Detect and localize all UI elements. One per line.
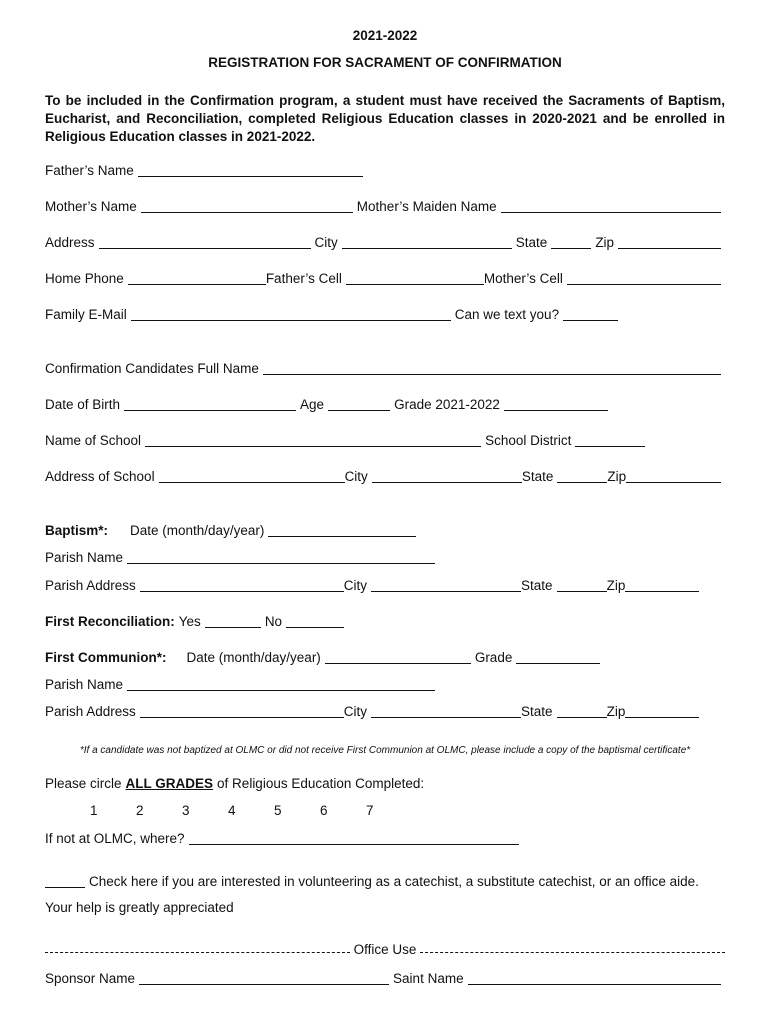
communion-parish-name-field[interactable] (127, 676, 435, 691)
text-question-field[interactable] (563, 306, 618, 321)
zip-label: Zip (595, 235, 615, 250)
baptism-city-field[interactable] (371, 577, 521, 592)
baptism-date-label: Date (month/day/year) (130, 523, 265, 538)
grades-suffix: of Religious Education Completed: (217, 776, 425, 791)
city-field[interactable] (342, 234, 512, 249)
grade-option[interactable]: 3 (182, 803, 190, 818)
baptism-city-label: City (343, 578, 368, 593)
grades-emphasis: ALL GRADES (125, 776, 214, 791)
text-question-label: Can we text you? (454, 307, 560, 322)
age-label: Age (300, 397, 325, 412)
address-label: Address (45, 235, 95, 250)
state-label: State (515, 235, 548, 250)
state-field[interactable] (551, 234, 591, 249)
age-field[interactable] (328, 396, 390, 411)
intro-paragraph: To be included in the Confirmation program, a student must have received the Sacraments of Baptism, Eucharist, and Reconciliation, completed Religious Education classes in 2020-2021 and be enrolled in Religious Education classes in 2021-2022. (45, 93, 725, 144)
grade-option[interactable]: 5 (274, 803, 282, 818)
communion-state-label: State (521, 704, 553, 719)
communion-grade-label: Grade (474, 650, 513, 665)
baptism-zip-label: Zip (606, 578, 626, 593)
grade-option[interactable]: 1 (90, 803, 98, 818)
baptism-zip-field[interactable] (625, 577, 699, 592)
communion-zip-field[interactable] (625, 703, 699, 718)
baptism-state-label: State (521, 578, 553, 593)
certificate-note: *If a candidate was not baptized at OLMC or did not receive First Communion at OLMC, please include a copy of the baptismal certificate* (79, 745, 691, 756)
father-name-label: Father’s Name (45, 163, 134, 178)
school-name-label: Name of School (45, 433, 142, 448)
appreciation-text: Your help is greatly appreciated (45, 900, 234, 915)
grade-field[interactable] (504, 396, 608, 411)
sponsor-label: Sponsor Name (45, 971, 136, 986)
saint-label: Saint Name (393, 971, 464, 986)
office-use-label: Office Use (353, 942, 417, 957)
zip-field[interactable] (618, 234, 721, 249)
school-district-field[interactable] (575, 432, 645, 447)
school-zip-label: Zip (607, 469, 627, 484)
grade-options (90, 803, 412, 818)
communion-date-label: Date (month/day/year) (186, 650, 321, 665)
reconciliation-no-label: No (264, 614, 283, 629)
city-label: City (314, 235, 338, 250)
mother-maiden-field[interactable] (501, 198, 721, 213)
school-zip-field[interactable] (626, 468, 721, 483)
baptism-parish-address-field[interactable] (140, 577, 344, 592)
school-state-label: State (521, 469, 554, 484)
communion-parish-address-label: Parish Address (45, 704, 136, 719)
baptism-parish-name-label: Parish Name (45, 550, 124, 565)
reconciliation-heading: First Reconciliation: (45, 614, 175, 629)
school-name-field[interactable] (145, 432, 481, 447)
form-title: REGISTRATION FOR SACRAMENT OF CONFIRMATION (208, 55, 562, 70)
home-phone-field[interactable] (128, 270, 266, 285)
communion-city-field[interactable] (371, 703, 521, 718)
saint-field[interactable] (468, 970, 721, 985)
mother-cell-field[interactable] (567, 270, 721, 285)
dob-field[interactable] (124, 396, 296, 411)
communion-parish-name-label: Parish Name (45, 677, 124, 692)
reconciliation-no-field[interactable] (286, 613, 344, 628)
candidate-name-label: Confirmation Candidates Full Name (45, 361, 259, 376)
candidate-name-field[interactable] (263, 360, 721, 375)
not-olmc-label: If not at OLMC, where? (45, 831, 185, 846)
baptism-parish-address-label: Parish Address (45, 578, 136, 593)
school-address-label: Address of School (45, 469, 155, 484)
baptism-heading: Baptism*: (45, 523, 109, 538)
father-cell-field[interactable] (346, 270, 484, 285)
office-divider-right (420, 944, 725, 953)
baptism-parish-name-field[interactable] (127, 549, 435, 564)
communion-state-field[interactable] (557, 703, 607, 718)
form-year: 2021-2022 (352, 28, 418, 43)
father-cell-label: Father’s Cell (265, 271, 342, 286)
sponsor-field[interactable] (139, 970, 389, 985)
communion-date-field[interactable] (325, 649, 471, 664)
grade-label: Grade 2021-2022 (394, 397, 500, 412)
grade-option[interactable]: 4 (228, 803, 236, 818)
communion-grade-field[interactable] (516, 649, 600, 664)
volunteer-label: Check here if you are interested in volunteering as a catechist, a substitute catechist, or an office aide. (89, 874, 699, 889)
home-phone-label: Home Phone (45, 271, 124, 286)
grade-option[interactable]: 7 (366, 803, 374, 818)
reconciliation-yes-field[interactable] (205, 613, 261, 628)
address-field[interactable] (99, 234, 311, 249)
email-label: Family E-Mail (45, 307, 127, 322)
baptism-date-field[interactable] (268, 522, 416, 537)
school-address-field[interactable] (159, 468, 345, 483)
school-city-field[interactable] (372, 468, 522, 483)
school-city-label: City (344, 469, 368, 484)
school-district-label: School District (485, 433, 572, 448)
mother-maiden-label: Mother’s Maiden Name (356, 199, 497, 214)
communion-parish-address-field[interactable] (140, 703, 344, 718)
communion-heading: First Communion*: (45, 650, 167, 665)
office-divider-left (45, 944, 350, 953)
baptism-state-field[interactable] (557, 577, 607, 592)
mother-name-field[interactable] (141, 198, 353, 213)
email-field[interactable] (131, 306, 451, 321)
communion-zip-label: Zip (606, 704, 626, 719)
not-olmc-field[interactable] (189, 830, 519, 845)
dob-label: Date of Birth (45, 397, 121, 412)
communion-city-label: City (343, 704, 368, 719)
mother-cell-label: Mother’s Cell (483, 271, 563, 286)
grade-option[interactable]: 2 (136, 803, 144, 818)
grades-prefix: Please circle (45, 776, 122, 791)
father-name-field[interactable] (138, 162, 363, 177)
volunteer-check-field[interactable] (45, 873, 85, 888)
mother-name-label: Mother’s Name (45, 199, 137, 214)
reconciliation-yes-label: Yes (178, 614, 201, 629)
grade-option[interactable]: 6 (320, 803, 328, 818)
school-state-field[interactable] (557, 468, 607, 483)
